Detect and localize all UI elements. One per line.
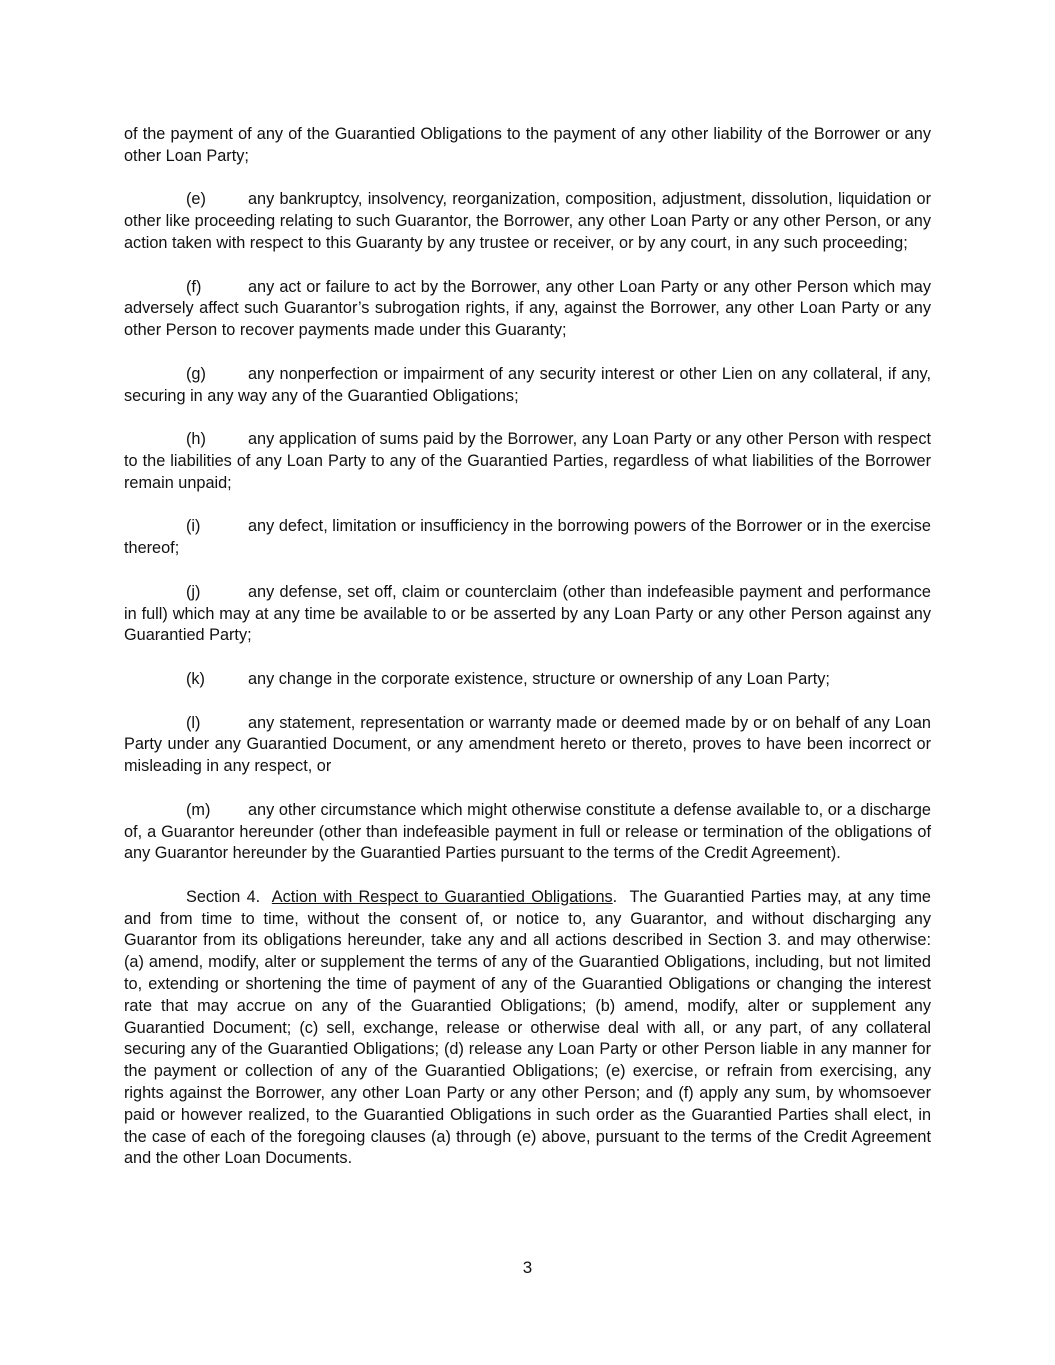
clause-label: (e) [186, 190, 206, 209]
clause-g [124, 364, 931, 408]
page-number: 3 [522, 1258, 533, 1277]
clause-text: any defect, limitation or insufficiency in the borrowing powers of the Borrower or in the exercise thereof; [124, 517, 931, 558]
clause-text: any nonperfection or impairment of any security interest or other Lien on any collateral, if any, securing in any way any of the Guarantied Obligations; [124, 364, 931, 405]
clause-h [124, 429, 931, 494]
clause-label: (l) [186, 713, 201, 732]
clause-text: any defense, set off, claim or counterclaim (other than indefeasible payment and performance in full) which may at any time be available to or be asserted by any Loan Party or any other Person against any Guarantied Party; [124, 582, 931, 645]
clause-text: any statement, representation or warranty made or deemed made by or on behalf of any Loan Party under any Guarantied Document, or any amendment hereto or thereto, proves to have been incorrect or misleading in any respect, or [124, 713, 931, 776]
section-heading-end: . [612, 887, 618, 906]
section-number: Section 4. [186, 887, 261, 906]
clause-l [124, 713, 931, 778]
clause-m [124, 800, 931, 865]
clause-label: (k) [186, 669, 205, 688]
clause-text: any change in the corporate existence, structure or ownership of any Loan Party; [248, 669, 830, 688]
clause-label: (h) [186, 430, 206, 449]
clause-j [124, 582, 931, 647]
clause-label: (g) [186, 364, 206, 383]
clause-k [124, 669, 931, 691]
section-text: The Guarantied Parties may, at any time and from time to time, without the consent of, or notice to, any Guarantor, and without discharging any Guarantor from its obligations hereunder, take any and all actions described in Section 3. and may otherwise: (a) amend, modify, alter or supplement the terms of any of the Guarantied Obligations, including, but not limited to, extending or shortening the time of payment of any of the Guarantied Obligations or changing the interest rate that may accrue on any of the Guarantied Obligations; (b) amend, modify, alter or supplement any Guarantied Document; (c) sell, exchange, release or otherwise deal with all, or any part, of any collateral securing any of the Guarantied Obligations; (d) release any Loan Party or other Person liable in any manner for the payment or collection of any of the Guarantied Obligations; (e) exercise, or refrain from exercising, any rights against the Borrower, any other Loan Party or any other Person; and (f) apply any sum, by whomsoever paid or however realized, to the Guarantied Obligations in such order as the Guarantied Parties shall elect, in the case of each of the foregoing clauses (a) through (e) above, pursuant to the terms of the Credit Agreement and the other Loan Documents. [124, 887, 931, 1168]
clause-label: (m) [186, 800, 211, 819]
clause-text: any other circumstance which might otherwise constitute a defense available to, or a discharge of, a Guarantor hereunder (other than indefeasible payment in full or release or termination of the obligations of any Guarantor hereunder by the Guarantied Parties pursuant to the terms of the Credit Agreement). [124, 800, 931, 863]
clause-text: any bankruptcy, insolvency, reorganization, composition, adjustment, dissolution, liquidation or other like proceeding relating to such Guarantor, the Borrower, any other Loan Party or any other Person, or any action taken with respect to this Guaranty by any trustee or receiver, or by any court, in any such proceeding; [124, 190, 931, 252]
section-heading: Action with Respect to Guarantied Obligations [271, 887, 613, 906]
clause-text: any act or failure to act by the Borrower, any other Loan Party or any other Person which may adversely affect such Guarantor’s subrogation rights, if any, against the Borrower, any other Loan Party or any other Person to recover payments made under this Guaranty; [124, 277, 931, 340]
clause-f [124, 277, 931, 342]
clause-text: any application of sums paid by the Borrower, any Loan Party or any other Person with respect to the liabilities of any Loan Party to any of the Guarantied Parties, regardless of what liabilities of the Borrower remain unpaid; [124, 430, 931, 492]
section-4-paragraph [124, 887, 931, 1170]
document-page [124, 124, 931, 1192]
clause-label: (f) [186, 277, 202, 296]
clause-e [124, 189, 931, 254]
intro-paragraph: of the payment of any of the Guarantied Obligations to the payment of any other liability of the Borrower or any other Loan Party; [124, 125, 931, 165]
clause-label: (j) [186, 582, 201, 601]
clause-label: (i) [186, 517, 201, 536]
clause-i [124, 516, 931, 560]
